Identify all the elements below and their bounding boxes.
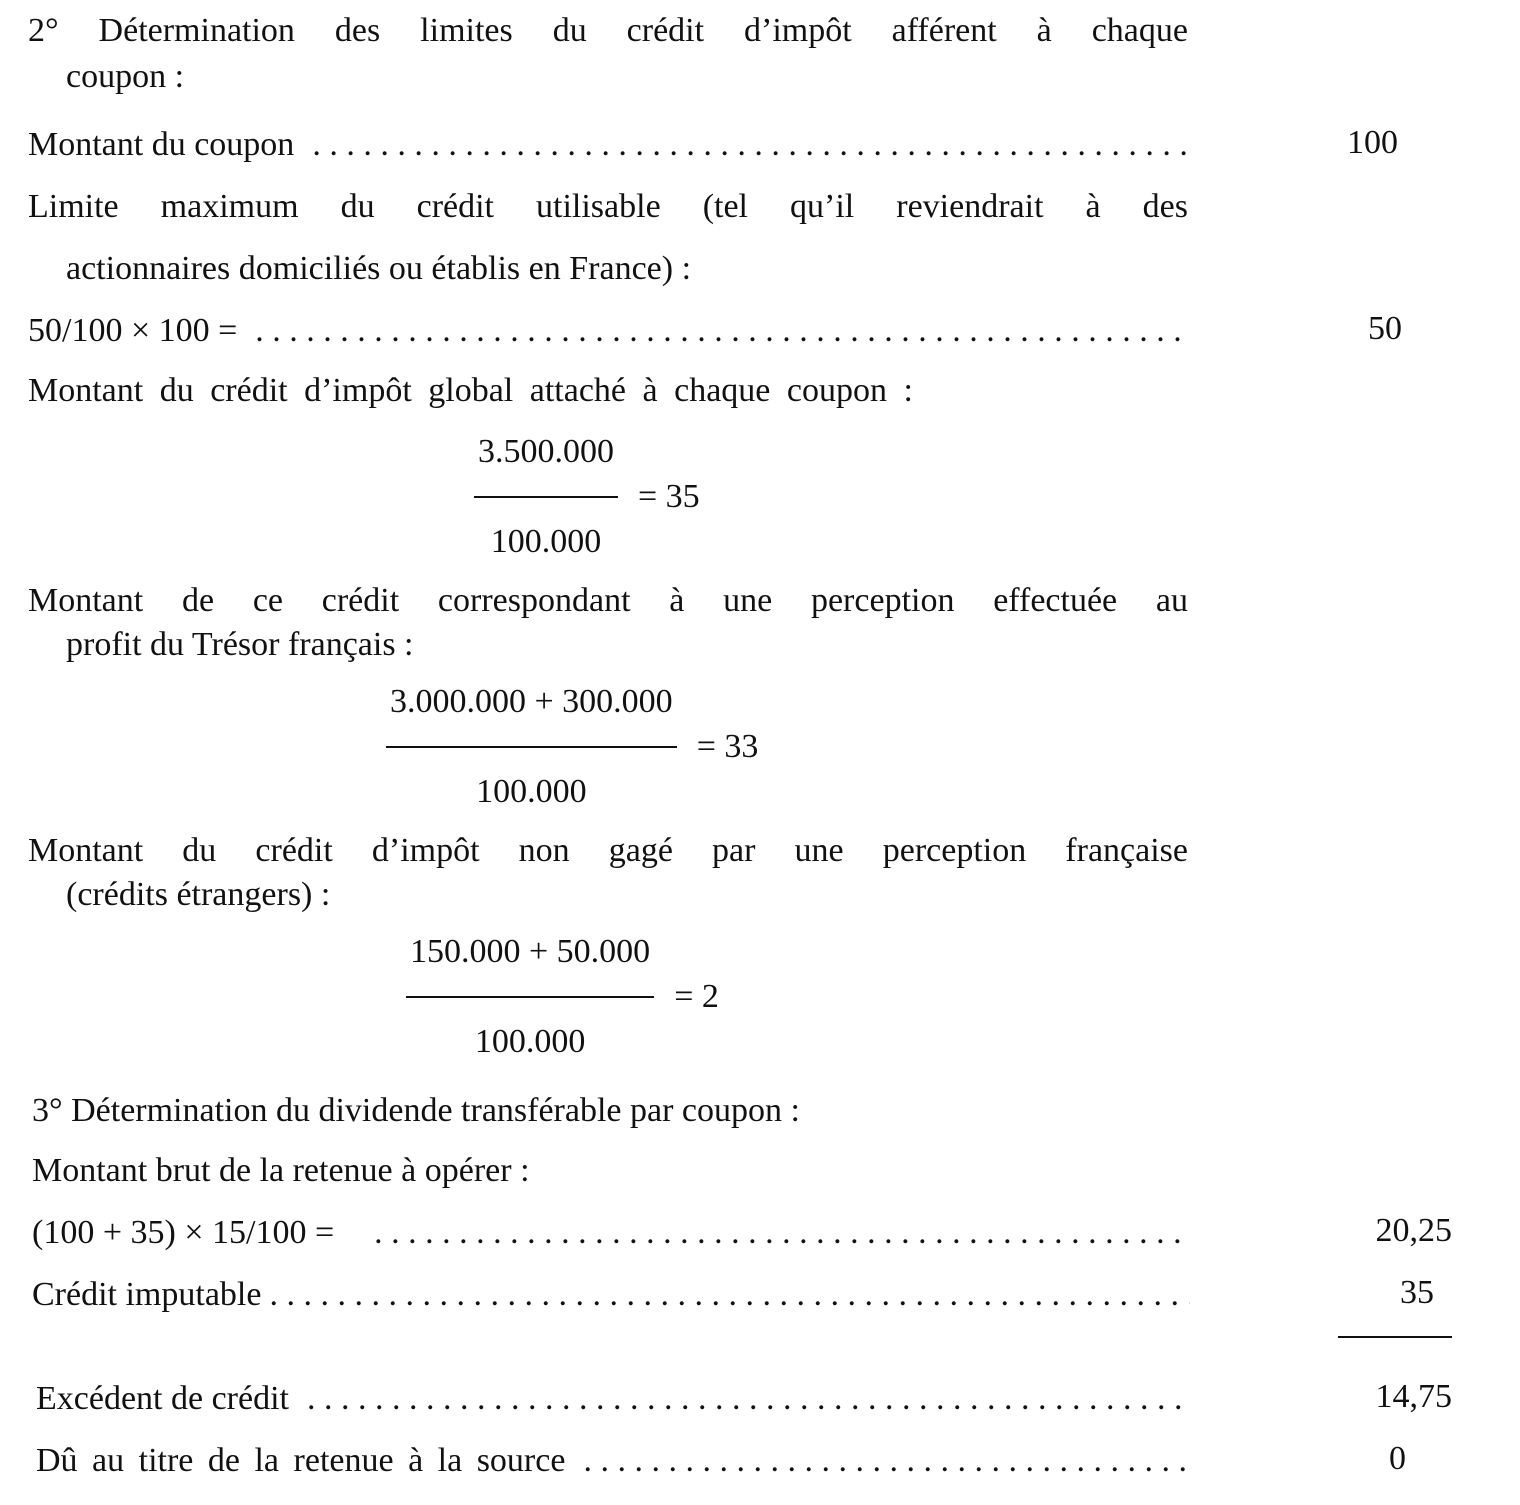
dot-leader [269,1274,1190,1316]
dot-leader [374,1212,1190,1254]
leader-row-excedent [36,1378,1190,1420]
fraction-bar [406,996,654,998]
row-value: 20,25 [1375,1212,1452,1249]
row-value: 50 [1368,310,1402,347]
fraction-credit-global [474,432,700,562]
dot-leader [307,1378,1190,1420]
row-label: Crédit imputable [32,1276,262,1313]
leader-row-credit-imputable [32,1274,1190,1316]
fraction-numerator: 3.000.000 + 300.000 [390,683,673,720]
section-2-heading-line1: 2° Détermination des limites du crédit d’impôt afférent à chaque [28,12,1188,49]
fraction-tresor [386,682,758,812]
fraction-result: = 2 [674,978,719,1015]
dot-leader [255,310,1190,352]
leader-row-retenue-formula [32,1212,1190,1254]
paragraph-limite-line2: actionnaires domiciliés ou établis en France) : [66,250,692,287]
paragraph-etrangers-line1: Montant du crédit d’impôt non gagé par une perception française [28,832,1188,869]
leader-row-du-retenue [36,1440,1190,1482]
dot-leader [312,124,1190,166]
paragraph-tresor-line2: profit du Trésor français : [66,626,414,663]
section-2-heading-line2: coupon : [66,58,185,95]
row-value: 0 [1389,1440,1406,1477]
leader-row-formula-50 [28,310,1190,352]
paragraph-credit-global: Montant du crédit d’impôt global attaché à chaque coupon : [28,372,913,409]
paragraph-retenue: Montant brut de la retenue à opérer : [32,1152,530,1189]
paragraph-etrangers-line2: (crédits étrangers) : [66,876,331,913]
fraction-bar [474,496,618,498]
fraction-result: = 33 [696,728,759,765]
fraction-bar [386,746,677,748]
fraction-denominator: 100.000 [474,1023,586,1060]
paragraph-limite-line1: Limite maximum du crédit utilisable (tel qu’il reviendrait à des [28,188,1188,225]
fraction-result: = 35 [638,478,700,515]
sum-rule [1338,1336,1452,1338]
fraction-denominator: 100.000 [490,523,602,560]
row-label: Montant du coupon [28,126,295,163]
section-3-heading: 3° Détermination du dividende transférable par coupon : [32,1092,800,1129]
paragraph-tresor-line1: Montant de ce crédit correspondant à une perception effectuée au [28,582,1188,619]
row-value: 14,75 [1375,1378,1452,1415]
row-label: 50/100 × 100 = [28,312,238,349]
dot-leader [583,1440,1190,1482]
row-label: Excédent de crédit [36,1380,289,1417]
row-value: 35 [1400,1274,1434,1311]
fraction-denominator: 100.000 [476,773,587,810]
row-value: 100 [1347,124,1398,161]
row-label: (100 + 35) × 15/100 = [32,1214,335,1251]
leader-row-montant-coupon [28,124,1190,166]
row-label: Dû au titre de la retenue à la source [36,1442,566,1479]
fraction-numerator: 3.500.000 [478,433,614,470]
fraction-numerator: 150.000 + 50.000 [410,933,651,970]
fraction-etrangers [406,932,719,1062]
